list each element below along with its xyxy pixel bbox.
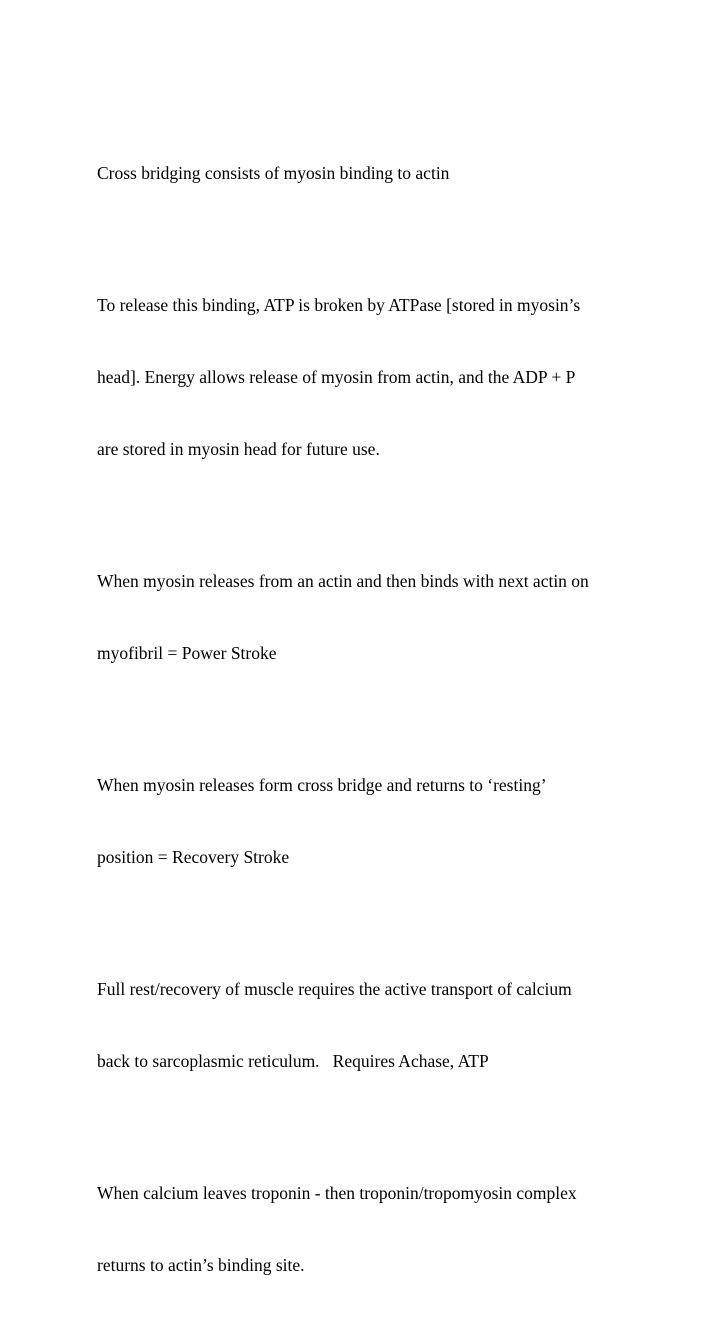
paragraph-cross-bridging — [97, 113, 677, 233]
slide-body — [97, 113, 677, 1337]
text-line: When calcium leaves troponin - then troponin/tropomyosin complex — [97, 1183, 577, 1203]
text-line: myofibril = Power Stroke — [97, 643, 277, 663]
text-line: To release this binding, ATP is broken by ATPase [stored in myosin’s — [97, 295, 581, 315]
text-line: Cross bridging consists of myosin binding to actin — [97, 163, 450, 183]
paragraph-recovery-stroke — [97, 725, 677, 917]
paragraph-atp-release — [97, 245, 677, 509]
paragraph-calcium-transport — [97, 929, 677, 1121]
text-line: returns to actin’s binding site. — [97, 1255, 305, 1275]
text-line: head]. Energy allows release of myosin from actin, and the ADP + P — [97, 367, 576, 387]
text-line: Full rest/recovery of muscle requires the active transport of calcium — [97, 979, 572, 999]
text-line: position = Recovery Stroke — [97, 847, 290, 867]
text-line: When myosin releases from an actin and then binds with next actin on — [97, 571, 589, 591]
paragraph-troponin — [97, 1133, 677, 1325]
text-line: back to sarcoplasmic reticulum. Requires Achase, ATP — [97, 1051, 489, 1071]
text-line: When myosin releases form cross bridge and returns to ‘resting’ — [97, 775, 547, 795]
paragraph-power-stroke — [97, 521, 677, 713]
text-line: are stored in myosin head for future use. — [97, 439, 380, 459]
